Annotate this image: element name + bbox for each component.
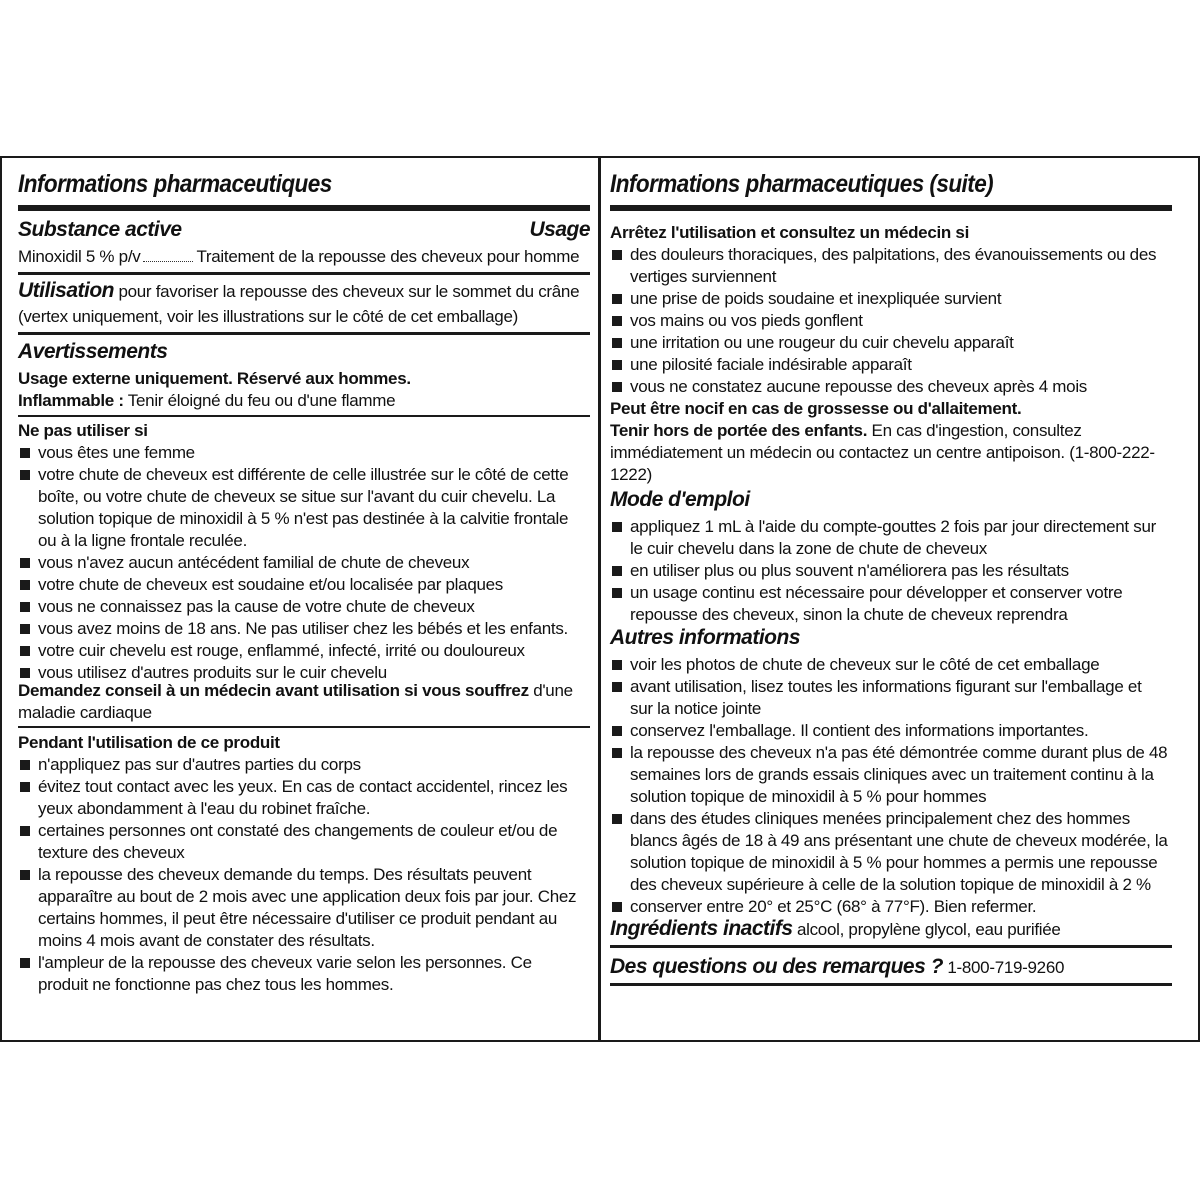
inactive-label: Ingrédients inactifs — [610, 917, 793, 940]
other-info-title: Autres informations — [610, 626, 801, 649]
list-item-line: vous ne constatez aucune repousse des cheveux après 4 mois — [630, 377, 1087, 396]
list-item — [610, 288, 1001, 310]
list-item — [610, 376, 1087, 398]
utilisation-line-2: (vertex uniquement, voir les illustrations sur le côté de cet emballage) — [18, 307, 518, 326]
bullet-square-icon — [612, 814, 622, 824]
bullet-square-icon — [20, 646, 30, 656]
list-item — [610, 560, 1069, 582]
dot-leader — [143, 261, 193, 262]
right-panel — [610, 158, 1172, 1040]
list-item-line: vous êtes une femme — [38, 443, 195, 462]
bullet-square-icon — [20, 782, 30, 792]
bullet-square-icon — [612, 250, 622, 260]
list-item-line: la repousse des cheveux demande du temps. Des résultats peuvent — [38, 865, 532, 884]
utilisation-label: Utilisation — [18, 279, 115, 302]
list-item — [610, 516, 1156, 560]
questions-label: Des questions ou des remarques ? — [610, 955, 943, 978]
list-item-line: une pilosité faciale indésirable apparaît — [630, 355, 912, 374]
list-item — [610, 654, 1099, 676]
ask-doctor-rest: d'une — [528, 681, 573, 700]
bullet-square-icon — [612, 726, 622, 736]
list-item-line: votre cuir chevelu est rouge, enflammé, infecté, irrité ou douloureux — [38, 641, 525, 660]
list-item-line: boîte, ou votre chute de cheveux se situe sur l'avant du cuir chevelu. La — [38, 487, 556, 506]
directions-title: Mode d'emploi — [610, 488, 750, 511]
list-item-line: le cuir chevelu dans la zone de chute de cheveux — [630, 539, 988, 558]
bullet-square-icon — [612, 660, 622, 670]
utilisation-line-1 — [18, 280, 579, 303]
list-item-line: la repousse des cheveux n'a pas été démontrée comme durant plus de 48 — [630, 743, 1168, 762]
list-item-line: moins 4 mois avant de constater des résultats. — [38, 931, 375, 950]
list-item — [610, 310, 863, 332]
column-divider — [598, 158, 601, 1040]
purpose: Traitement de la repousse des cheveux pour homme — [196, 247, 580, 266]
list-item-line: des douleurs thoraciques, des palpitations, des évanouissements ou des — [630, 245, 1157, 264]
bullet-square-icon — [612, 682, 622, 692]
title-rule — [610, 205, 1172, 211]
list-item-line: vous avez moins de 18 ans. Ne pas utiliser chez les bébés et les enfants. — [38, 619, 568, 638]
list-item — [18, 820, 557, 864]
list-item-line: en utiliser plus ou plus souvent n'améliorera pas les résultats — [630, 561, 1069, 580]
list-item — [18, 596, 475, 618]
list-item-line: voir les photos de chute de cheveux sur le côté de cet emballage — [630, 655, 1100, 674]
pregnancy-warning: Peut être nocif en cas de grossesse ou d'allaitement. — [610, 399, 1022, 418]
list-item-line: conserver entre 20° et 25°C (68° à 77°F). Bien refermer. — [630, 897, 1037, 916]
list-item — [18, 442, 195, 464]
list-item-line: un usage continu est nécessaire pour développer et conserver votre — [630, 583, 1123, 602]
list-item-line: conservez l'emballage. Il contient des informations importantes. — [630, 721, 1089, 740]
bullet-square-icon — [612, 382, 622, 392]
warnings-title: Avertissements — [18, 340, 168, 363]
bullet-square-icon — [612, 902, 622, 912]
list-item-line: n'appliquez pas sur d'autres parties du corps — [38, 755, 361, 774]
list-item-line: blancs âgés de 18 à 49 ans présentant une chute de cheveux modérée, la — [630, 831, 1168, 850]
list-item-line: ou à la ligne frontale reculée. — [38, 531, 248, 550]
list-item-line: appliquez 1 mL à l'aide du compte-gouttes 2 fois par jour directement sur — [630, 517, 1156, 536]
bullet-square-icon — [20, 580, 30, 590]
questions-phone: 1-800-719-9260 — [942, 958, 1065, 977]
list-item-line: apparaître au bout de 2 mois avec une application deux fois par jour. Chez — [38, 887, 577, 906]
bullet-square-icon — [20, 624, 30, 634]
active-ingredient-row — [18, 246, 590, 268]
bullet-square-icon — [20, 870, 30, 880]
list-item-line: solution topique de minoxidil à 5 % pour hommes — [630, 787, 987, 806]
section-rule — [18, 726, 590, 728]
list-item-line: avant utilisation, lisez toutes les informations figurant sur l'emballage et — [630, 677, 1142, 696]
usage-header: Usage — [529, 218, 590, 241]
active-ingredient-header: Substance active — [18, 218, 182, 241]
list-item-line: repousse des cheveux, sinon la chute de cheveux reprendra — [630, 605, 1068, 624]
list-item-line: semaines lors de grands essais cliniques avec un traitement continu à la — [630, 765, 1154, 784]
do-not-use-title: Ne pas utiliser si — [18, 421, 148, 440]
children-warning-line-2: immédiatement un médecin ou contactez un centre antipoison. (1-800-222- — [610, 443, 1155, 462]
section-rule — [18, 332, 590, 335]
right-panel-title: Informations pharmaceutiques (suite) — [610, 170, 994, 198]
list-item — [610, 808, 1168, 896]
utilisation-text: pour favoriser la repousse des cheveux sur le sommet du crâne — [118, 282, 580, 301]
inactive-ingredients — [610, 918, 1061, 941]
bullet-square-icon — [612, 338, 622, 348]
list-item — [610, 720, 1088, 742]
list-item-line: des cheveux supérieure à celle de la solution topique de minoxidil à 2 % — [630, 875, 1151, 894]
bullet-square-icon — [612, 566, 622, 576]
section-rule — [18, 415, 590, 417]
list-item — [610, 244, 1156, 288]
bullet-square-icon — [612, 748, 622, 758]
bullet-square-icon — [612, 522, 622, 532]
bullet-square-icon — [20, 958, 30, 968]
list-item-line: vous ne connaissez pas la cause de votre chute de cheveux — [38, 597, 475, 616]
list-item-line: votre chute de cheveux est soudaine et/ou localisée par plaques — [38, 575, 503, 594]
inactive-text: alcool, propylène glycol, eau purifiée — [792, 920, 1061, 939]
children-warning-bold: Tenir hors de portée des enfants. — [610, 421, 868, 440]
questions — [610, 956, 1064, 979]
ask-doctor-line-2: maladie cardiaque — [18, 703, 152, 722]
list-item-line: évitez tout contact avec les yeux. En cas de contact accidentel, rincez les — [38, 777, 568, 796]
list-item — [18, 574, 503, 596]
list-item-line: dans des études cliniques menées principalement chez des hommes — [630, 809, 1130, 828]
flammable-text: Tenir éloigné du feu ou d'une flamme — [123, 391, 396, 410]
list-item-line: solution topique de minoxidil à 5 % pour hommes a permis une repousse — [630, 853, 1158, 872]
bullet-square-icon — [20, 668, 30, 678]
stop-use-title: Arrêtez l'utilisation et consultez un médecin si — [610, 223, 969, 242]
list-item-line: texture des cheveux — [38, 843, 185, 862]
list-item — [18, 464, 568, 552]
section-rule — [610, 983, 1172, 986]
bullet-square-icon — [20, 470, 30, 480]
flammable-label: Inflammable : — [18, 391, 124, 410]
list-item-line: vertiges surviennent — [630, 267, 777, 286]
bullet-square-icon — [612, 316, 622, 326]
children-warning-line-1 — [610, 420, 1082, 442]
list-item — [610, 742, 1167, 808]
list-item — [610, 582, 1122, 626]
external-use-warning: Usage externe uniquement. Réservé aux hommes. — [18, 369, 411, 388]
bullet-square-icon — [20, 448, 30, 458]
section-rule — [610, 945, 1172, 948]
children-warning-line-3: 1222) — [610, 465, 652, 484]
list-item — [610, 676, 1142, 720]
list-item-line: votre chute de cheveux est différente de celle illustrée sur le côté de cette — [38, 465, 569, 484]
bullet-square-icon — [612, 294, 622, 304]
drug-facts-label — [0, 156, 1200, 1042]
section-rule — [18, 272, 590, 275]
list-item — [18, 618, 568, 640]
active-ingredient: Minoxidil 5 % p/v — [18, 247, 141, 266]
list-item-line: certaines personnes ont constaté des changements de couleur et/ou de — [38, 821, 558, 840]
list-item — [18, 776, 567, 820]
list-item-line: sur la notice jointe — [630, 699, 762, 718]
list-item-line: solution topique de minoxidil à 5 % n'est pas destinée à la calvitie frontale — [38, 509, 569, 528]
bullet-square-icon — [20, 826, 30, 836]
title-rule — [18, 205, 590, 211]
list-item-line: vous utilisez d'autres produits sur le cuir chevelu — [38, 663, 387, 682]
list-item — [18, 952, 532, 996]
list-item-line: une prise de poids soudaine et inexpliquée survient — [630, 289, 1002, 308]
bullet-square-icon — [612, 588, 622, 598]
list-item-line: certains hommes, il peut être nécessaire d'utiliser ce produit pendant au — [38, 909, 558, 928]
list-item — [610, 354, 912, 376]
list-item — [610, 332, 1014, 354]
list-item — [18, 552, 469, 574]
list-item — [18, 864, 576, 952]
flammable-warning — [18, 390, 395, 412]
list-item — [610, 896, 1036, 918]
children-warning-rest: En cas d'ingestion, consultez — [867, 421, 1082, 440]
list-item-line: produit ne fonctionne pas chez tous les hommes. — [38, 975, 394, 994]
list-item-line: vos mains ou vos pieds gonflent — [630, 311, 863, 330]
list-item-line: l'ampleur de la repousse des cheveux varie selon les personnes. Ce — [38, 953, 532, 972]
left-panel — [18, 158, 590, 1040]
list-item-line: une irritation ou une rougeur du cuir chevelu apparaît — [630, 333, 1014, 352]
list-item — [18, 754, 361, 776]
bullet-square-icon — [612, 360, 622, 370]
left-panel-title: Informations pharmaceutiques — [18, 170, 332, 198]
list-item-line: vous n'avez aucun antécédent familial de chute de cheveux — [38, 553, 470, 572]
ask-doctor-bold: Demandez conseil à un médecin avant utilisation si vous souffrez — [18, 681, 529, 700]
list-item — [18, 640, 525, 662]
during-use-title: Pendant l'utilisation de ce produit — [18, 733, 280, 752]
bullet-square-icon — [20, 760, 30, 770]
ask-doctor-line-1 — [18, 680, 573, 702]
list-item-line: yeux abondamment à l'eau du robinet fraîche. — [38, 799, 371, 818]
bullet-square-icon — [20, 602, 30, 612]
bullet-square-icon — [20, 558, 30, 568]
